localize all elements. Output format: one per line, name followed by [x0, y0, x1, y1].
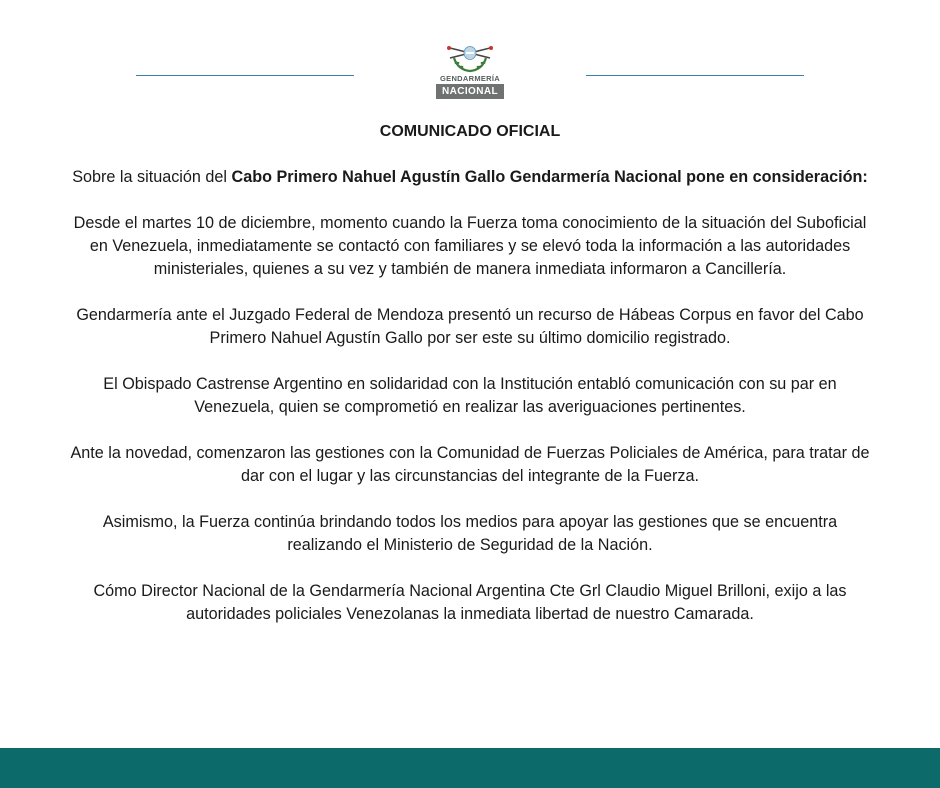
logo-wordmark-top: GENDARMERÍA: [440, 74, 500, 83]
paragraph-1: Desde el martes 10 de diciembre, momento cuando la Fuerza toma conocimiento de la situación del Suboficial en Venezuela, inmediatamente se contactó con familiares y se elevó toda la información a las autoridades ministeriales, quienes a su vez y también de manera inmediata informaron a Cancillería.: [73, 214, 867, 278]
communique-body: [70, 120, 870, 626]
header-rule-right: [586, 75, 804, 76]
footer-bar: [0, 748, 940, 788]
paragraph-6: Cómo Director Nacional de la Gendarmería Nacional Argentina Cte Grl Claudio Miguel Brilloni, exijo a las autoridades policiales Venezolanas la inmediata libertad de nuestro Camarada.: [93, 582, 847, 623]
paragraph-5: Asimismo, la Fuerza continúa brindando todos los medios para apoyar las gestiones que se encuentra realizando el Ministerio de Seguridad de la Nación.: [102, 513, 838, 554]
communique-title: COMUNICADO OFICIAL: [379, 123, 561, 140]
intro-bold-text: Cabo Primero Nahuel Agustín Gallo Gendarmería Nacional pone en consideración:: [231, 168, 868, 186]
gendarmeria-logo: [432, 44, 508, 102]
paragraph-2: Gendarmería ante el Juzgado Federal de Mendoza presentó un recurso de Hábeas Corpus en favor del Cabo Primero Nahuel Agustín Gallo por ser este su último domicilio registrado.: [76, 306, 864, 347]
header-rule-left: [136, 75, 354, 76]
logo-wordmark-bottom: NACIONAL: [436, 84, 504, 99]
intro-plain-text: Sobre la situación del: [72, 168, 232, 186]
paragraph-4: Ante la novedad, comenzaron las gestiones con la Comunidad de Fuerzas Policiales de América, para tratar de dar con el lugar y las circunstancias del integrante de la Fuerza.: [70, 444, 870, 485]
gendarmeria-emblem-icon: [440, 44, 500, 74]
intro-paragraph: [70, 166, 870, 189]
paragraph-3: El Obispado Castrense Argentino en solidaridad con la Institución entabló comunicación con su par en Venezuela, quien se comprometió en realizar las averiguaciones pertinentes.: [103, 375, 837, 416]
